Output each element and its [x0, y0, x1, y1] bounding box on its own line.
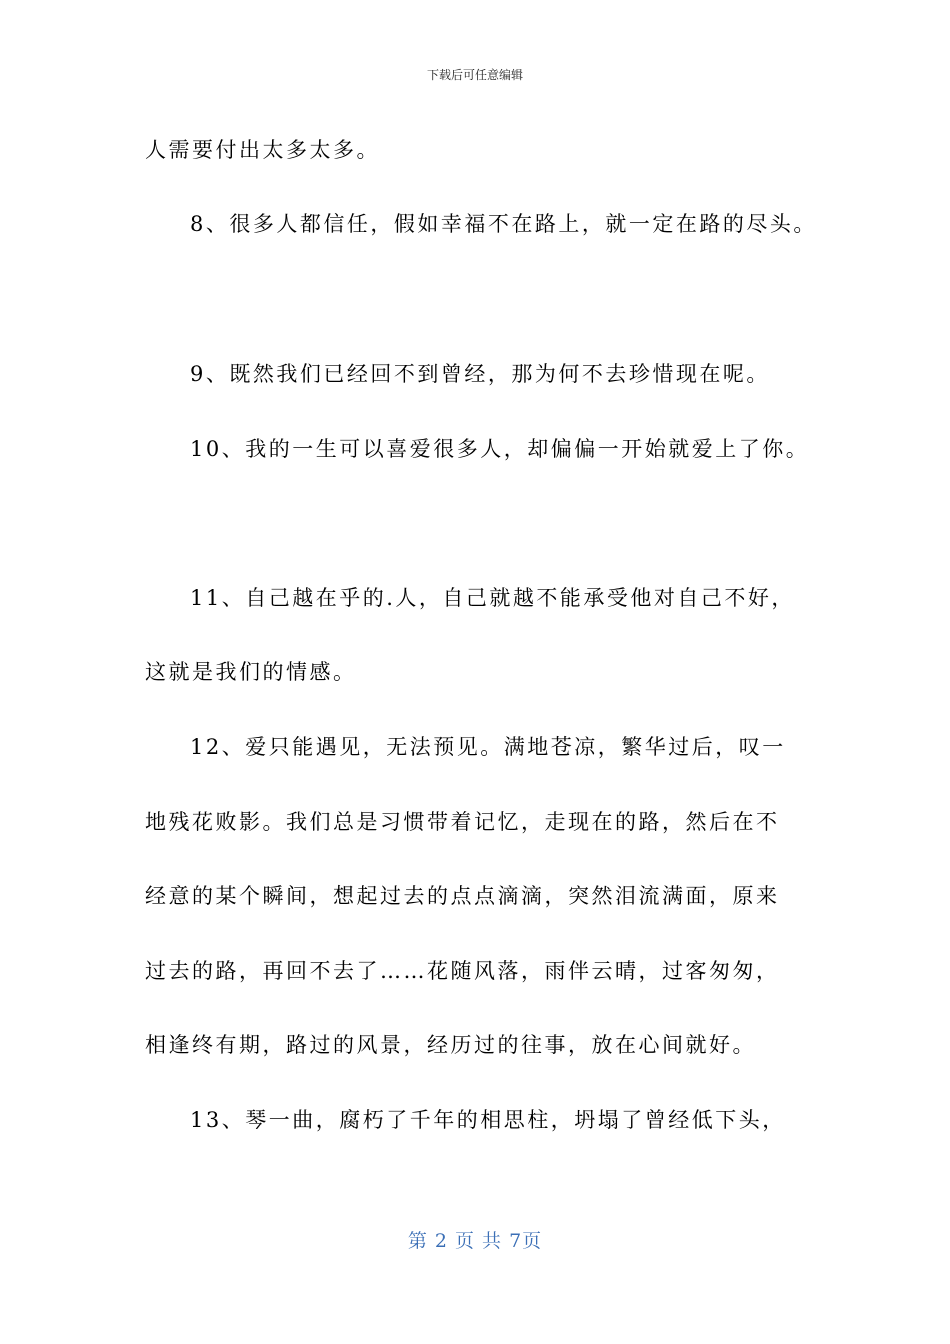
text-line: 这就是我们的情感。 [145, 660, 357, 684]
text-line: 13、琴一曲，腐朽了千年的相思柱，坍塌了曾经低下头， [190, 1108, 786, 1132]
text-line: 人需要付出太多太多。 [145, 138, 380, 162]
text-line: 8、很多人都信任，假如幸福不在路上，就一定在路的尽头。 [190, 212, 817, 236]
text-line: 过去的路，再回不去了……花随风落，雨伴云晴，过客匆匆， [145, 959, 780, 983]
text-line: 12、爱只能遇见，无法预见。满地苍凉，繁华过后，叹一 [190, 735, 786, 759]
text-line: 11、自己越在乎的.人，自己就越不能承受他对自己不好， [190, 586, 795, 610]
text-line: 经意的某个瞬间，想起过去的点点滴滴，突然泪流满面，原来 [145, 884, 780, 908]
text-line: 地残花败影。我们总是习惯带着记忆，走现在的路，然后在不 [145, 810, 780, 834]
page-number-footer: 第 2 页 共 7页 [407, 1230, 543, 1252]
page-header: 下载后可任意编辑 [426, 68, 523, 82]
text-line: 10、我的一生可以喜爱很多人，却偏偏一开始就爱上了你。 [190, 437, 810, 461]
text-line: 9、既然我们已经回不到曾经，那为何不去珍惜现在呢。 [190, 362, 770, 386]
text-line: 相逢终有期，路过的风景，经历过的往事，放在心间就好。 [145, 1033, 756, 1057]
